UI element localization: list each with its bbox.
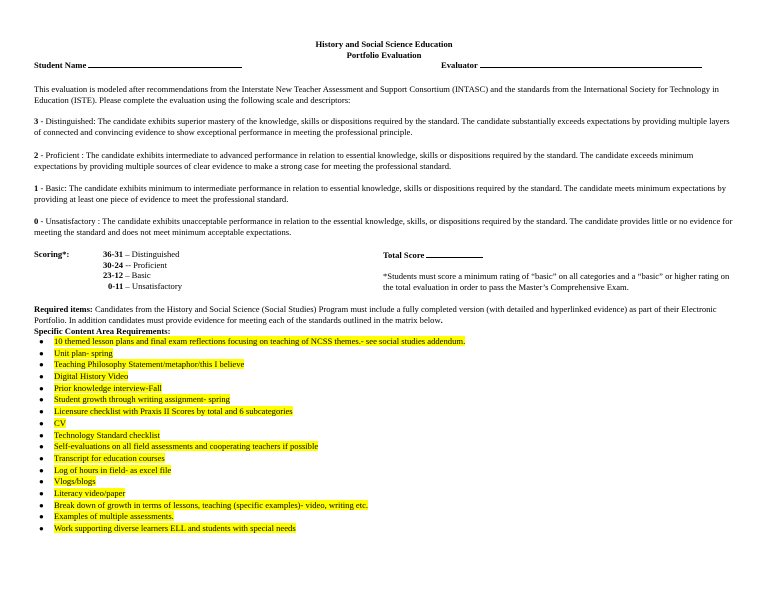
list-item [34,430,744,442]
level-text: - Proficient : The candidate exhibits intermediate to advanced performance in relation to essential knowledge, skills or dispositions required by the standard. The candidate exceeds minimum expectations by providing multiple sources of clear evidence to make a strong case for meeting the professional standard. [34,150,694,171]
scoring-row [103,281,263,292]
list-item-text: Transcript for education courses [54,452,165,463]
bullet-icon: ● [39,395,44,405]
list-item-text: Licensure checklist with Praxis II Scores by total and 6 subcategories [54,406,293,417]
level-3-descriptor [34,116,736,137]
bullet-icon: ● [39,383,44,393]
bullet-icon: ● [39,512,44,522]
bullet-icon: ● [39,465,44,475]
bullet-icon: ● [39,430,44,440]
list-item-text: Student growth through writing assignment- spring [54,394,230,405]
required-items-label: Required items: [34,304,93,314]
list-item-text: Log of hours in field- as excel file [54,464,172,475]
total-score-label: Total Score [383,250,425,260]
scoring-row [103,249,263,260]
list-item-text: Prior knowledge interview-Fall [54,382,162,393]
evaluator-field[interactable] [441,59,702,71]
student-name-blank[interactable] [88,59,242,68]
specific-requirements-heading: Specific Content Area Requirements: [34,326,171,336]
level-1-descriptor [34,183,736,204]
list-item-text: Break down of growth in terms of lessons, teaching (specific examples)- video, writing etc. [54,499,369,510]
list-item [34,523,744,535]
list-item-text: Vlogs/blogs [54,476,96,487]
bullet-icon: ● [39,453,44,463]
required-items-paragraph [34,304,736,325]
list-item [34,371,744,383]
level-number: 3 [34,116,39,126]
required-items-end: . [440,314,443,325]
level-text: - Basic: The candidate exhibits minimum to intermediate performance in relation to essential knowledge, skills or dispositions required by the standard. The candidate meets minimum expectations by providing at least one piece of evidence to meet the professional standard. [34,183,727,204]
bullet-icon: ● [39,500,44,510]
scoring-row [103,270,263,281]
student-name-label: Student Name [34,60,87,70]
bullet-icon: ● [39,407,44,417]
scoring-scale [103,249,263,291]
list-item [34,383,744,395]
bullet-icon: ● [39,488,44,498]
list-item [34,511,744,523]
list-item-text: CV [54,417,66,428]
list-item [34,488,744,500]
list-item-text: Digital History Video [54,371,129,382]
required-items-text: Candidates from the History and Social Science (Social Studies) Program must include a fully completed version (with detailed and hyperlinked evidence) as part of their Electronic Portfolio. In addition candidates must provide evidence for meeting each of the standards outlined in the matrix below [34,304,717,325]
evaluator-label: Evaluator [441,60,478,70]
evaluator-blank[interactable] [480,59,702,68]
intro-paragraph: This evaluation is modeled after recommendations from the Interstate New Teacher Assessment and Support Consortium (INTASC) and the standards from the International Society for Technology in Education (ISTE). Please complete the evaluation using the following scale and descriptors: [34,84,719,105]
list-item [34,406,744,418]
scoring-row [103,260,263,271]
list-item-text: 10 themed lesson plans and final exam reflections focusing on teaching of NCSS themes.- see social studies addendum. [54,336,466,346]
bullet-icon: ● [39,524,44,533]
list-item-text: Technology Standard checklist [54,429,160,440]
list-item [34,394,744,406]
bullet-icon: ● [39,360,44,370]
scoring-note: *Students must score a minimum rating of “basic” on all categories and a “basic” or higher rating on the total evaluation in order to pass the Master’s Comprehensive Exam. [383,271,730,292]
student-name-field[interactable] [34,59,242,71]
list-item-text: Teaching Philosophy Statement/metaphor/this I believe [54,359,245,370]
total-score-blank[interactable] [426,249,483,258]
list-item [34,465,744,477]
level-0-descriptor [34,216,736,237]
bullet-icon: ● [39,442,44,452]
level-text: - Unsatisfactory : The candidate exhibits unacceptable performance in relation to the essential knowledge, skills, or dispositions required by the standard. The candidate provides little or no evidence for meeting the standard and does not meet minimum acceptable expectations. [34,216,733,237]
scoring-desc: – Unsatisfactory [123,280,182,291]
list-item [34,336,744,348]
scoring-desc: – Distinguished [123,249,180,259]
list-item-text: Unit plan- spring [54,347,113,358]
bullet-icon: ● [39,337,44,346]
level-number: 0 [34,216,39,226]
level-number: 2 [34,150,39,160]
list-item-text: Work supporting diverse learners ELL and students with special needs [54,523,296,533]
list-item [34,418,744,430]
list-item [34,348,744,360]
list-item-text: Self-evaluations on all field assessments and cooperating teachers if possible [54,441,319,452]
title-line-1: History and Social Science Education [315,39,453,49]
scoring-label: Scoring*: [34,249,70,259]
level-2-descriptor [34,150,736,171]
bullet-icon: ● [39,418,44,428]
scoring-range: 23-12 [103,270,124,281]
bullet-icon: ● [39,372,44,382]
list-item [34,500,744,512]
scoring-desc: – Basic [123,270,151,281]
list-item [34,441,744,453]
scoring-range: 36-31 [103,249,124,259]
bullet-icon: ● [39,348,44,358]
level-text: - Distinguished: The candidate exhibits superior mastery of the knowledge, skills or dispositions required by the standard. The candidate substantially exceeds expectations by providing multiple layers of connected and convincing evidence to show exceptional performance in meeting the professional principle. [34,116,730,137]
total-score-field[interactable] [383,249,483,261]
list-item [34,453,744,465]
list-item [34,476,744,488]
scoring-range: 0-11 [108,280,124,291]
scoring-range: 30-24 [103,259,124,270]
title-line-2: Portfolio Evaluation [346,49,422,60]
document-title [0,39,768,60]
requirements-list [34,336,744,535]
scoring-desc: -- Proficient [123,259,167,270]
level-number: 1 [34,183,39,193]
list-item-text: Literacy video/paper [54,487,126,498]
list-item-text: Examples of multiple assessments. [54,511,174,522]
bullet-icon: ● [39,477,44,487]
list-item [34,359,744,371]
